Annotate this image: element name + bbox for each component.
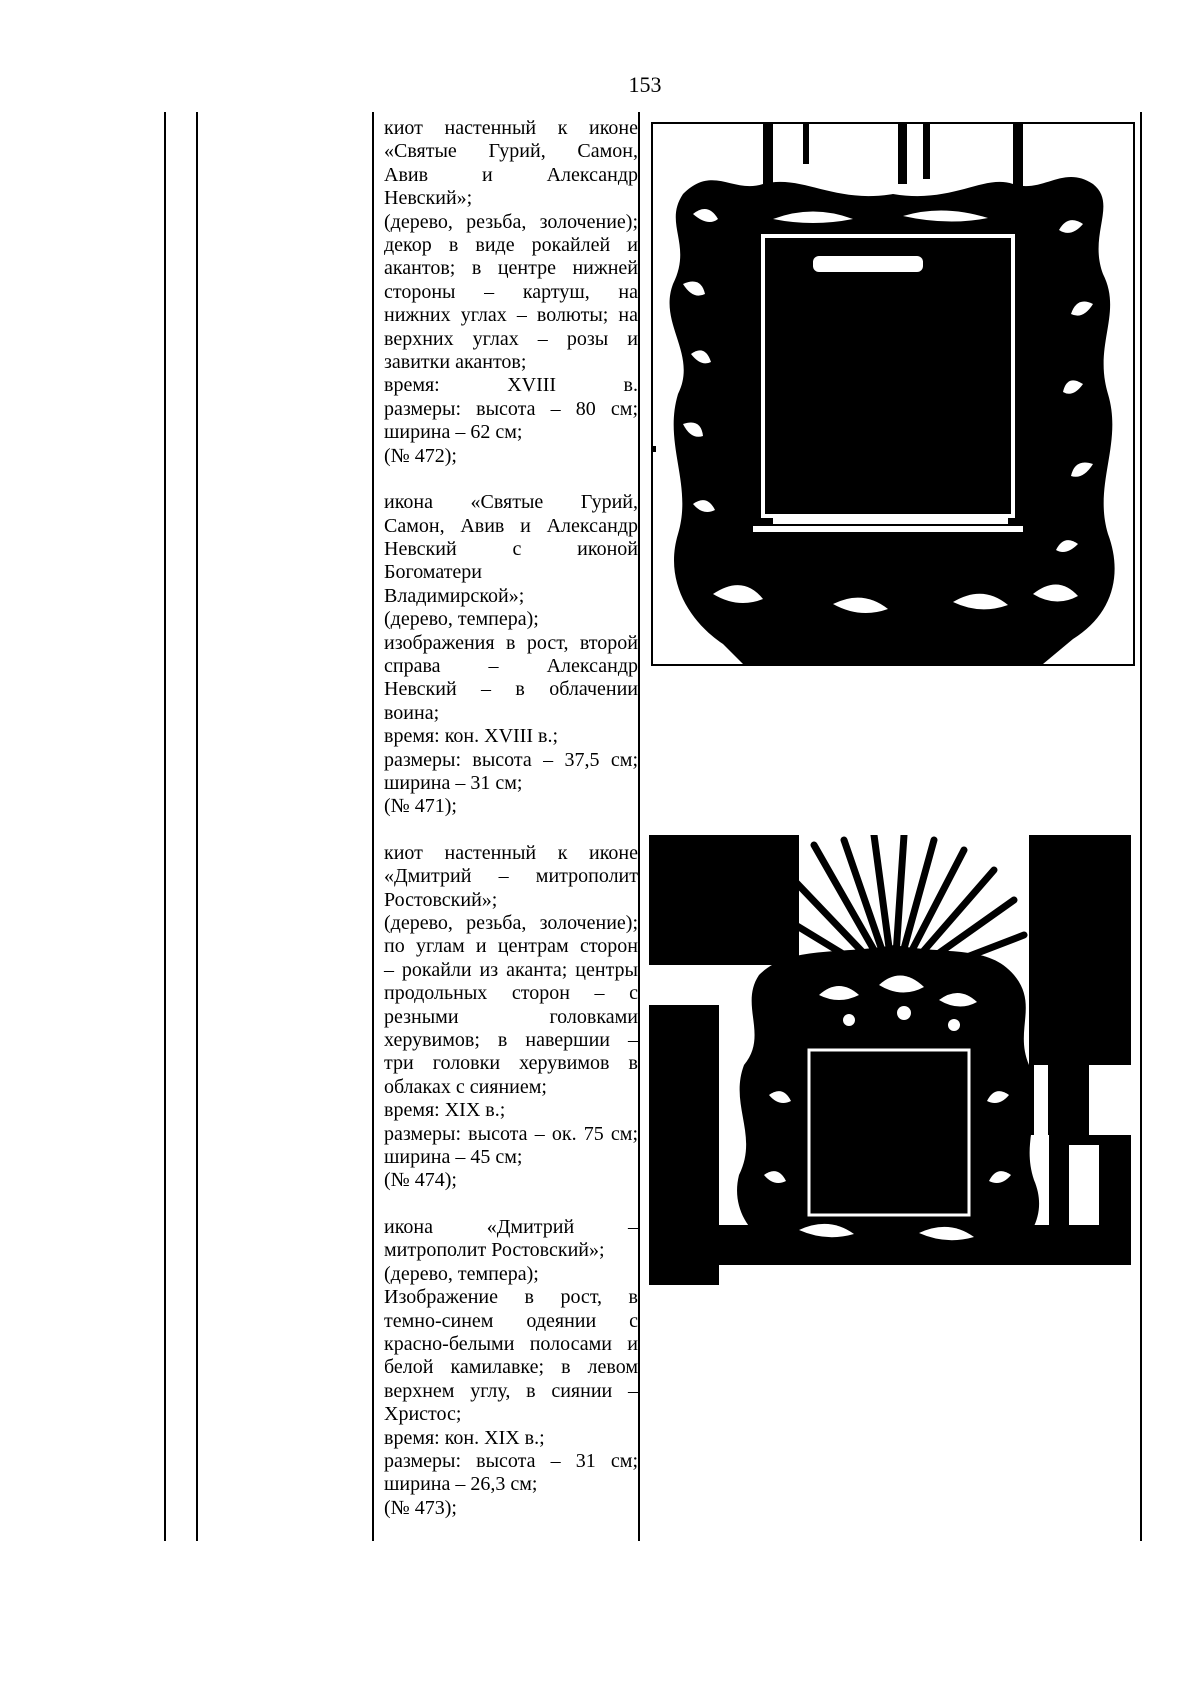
table-rule-1 [164, 112, 166, 1541]
table-rule-2 [196, 112, 198, 1541]
table-rule-3 [372, 112, 374, 1541]
entry-line: верхних углах – розы и [384, 327, 638, 350]
entry-line: (дерево, темпера); [384, 608, 539, 631]
entry-line: справа – Александр [384, 654, 638, 677]
entry-line: Богоматери [384, 561, 483, 584]
entry-line: ширина – 31 см; [384, 771, 523, 794]
entry-line: размеры: высота – 80 см; [384, 397, 638, 420]
entry-line: митрополит Ростовский»; [384, 1239, 605, 1262]
entry-line: Владимирской»; [384, 584, 525, 607]
entry-line: Невский с иконой [384, 537, 638, 560]
entry-line: ширина – 26,3 см; [384, 1473, 538, 1496]
entry-line: Изображение в рост, в [384, 1286, 638, 1309]
entry-line: время: кон. XIX в.; [384, 1426, 545, 1449]
photo-kiot-474 [649, 835, 1131, 1285]
entry-line: размеры: высота – 37,5 см; [384, 748, 638, 771]
entry-line: размеры: высота – 31 см; [384, 1449, 638, 1472]
entry-line: время: XIX в.; [384, 1099, 506, 1122]
entry-line: ширина – 62 см; [384, 421, 523, 444]
catalog-entry-474 [384, 842, 638, 1193]
entry-line: завитки акантов; [384, 351, 527, 374]
entry-line: Авив и Александр [384, 163, 638, 186]
entry-line: ширина – 45 см; [384, 1146, 523, 1169]
entry-line: киот настенный к иконе [384, 117, 638, 139]
catalog-entry-472 [384, 117, 638, 468]
entry-line: херувимов; в навершии – [384, 1029, 638, 1052]
entry-line: верхнем углу, в сиянии – [384, 1379, 638, 1402]
entry-line: воина; [384, 701, 440, 724]
entry-line: Самон, Авив и Александр [384, 514, 638, 537]
table-rule-5 [1140, 112, 1142, 1541]
catalog-entries [384, 117, 638, 1520]
entry-line: нижних углах – волюты; на [384, 304, 638, 327]
entry-line: красно-белыми полосами и [384, 1332, 638, 1355]
entry-line: Христос; [384, 1403, 462, 1426]
photo-kiot-472 [651, 122, 1135, 666]
catalog-entry-473 [384, 1216, 638, 1520]
entry-line: (дерево, резьба, золочение); [384, 210, 638, 233]
entry-line: по углам и центрам сторон [384, 935, 638, 958]
entry-line: Невский»; [384, 187, 473, 210]
entry-line: Ростовский»; [384, 888, 498, 911]
entry-line: (дерево, резьба, золочение); [384, 912, 638, 934]
page-number: 153 [628, 72, 662, 97]
entry-line: «Дмитрий – митрополит [384, 865, 638, 888]
entry-line: размеры: высота – ок. 75 см; [384, 1122, 638, 1145]
entry-line: темно-синем одеянии с [384, 1309, 638, 1332]
entry-line: – рокайли из аканта; центры [384, 958, 638, 981]
entry-line: декор в виде рокайлей и [384, 234, 638, 257]
entry-line: облаках с сиянием; [384, 1075, 547, 1098]
entry-line: белой камилавке; в левом [384, 1356, 638, 1379]
entry-line: киот настенный к иконе [384, 841, 638, 864]
entry-line: (дерево, темпера); [384, 1262, 539, 1285]
catalog-entry-471 [384, 491, 638, 819]
entry-line: икона «Дмитрий – [384, 1215, 638, 1238]
entry-line: время: кон. XVIII в.; [384, 725, 559, 748]
entry-line: изображения в рост, второй [384, 631, 638, 654]
entry-line: икона «Святые Гурий, [384, 491, 638, 514]
entry-line: стороны – картуш, на [384, 280, 638, 303]
entry-line: три головки херувимов в [384, 1052, 638, 1075]
entry-line: (№ 471); [384, 795, 457, 818]
entry-line: «Святые Гурий, Самон, [384, 140, 638, 163]
entry-line: Невский – в облачении [384, 678, 638, 701]
entry-line: (№ 472); [384, 444, 457, 467]
entry-line: резными головками [384, 1005, 638, 1028]
entry-line: продольных сторон – с [384, 982, 638, 1005]
entry-line: (№ 473); [384, 1496, 457, 1519]
entry-line: (№ 474); [384, 1169, 457, 1192]
table-rule-4 [638, 112, 640, 1541]
entry-line: время: XVIII в. [384, 374, 638, 397]
entry-line: акантов; в центре нижней [384, 257, 638, 280]
